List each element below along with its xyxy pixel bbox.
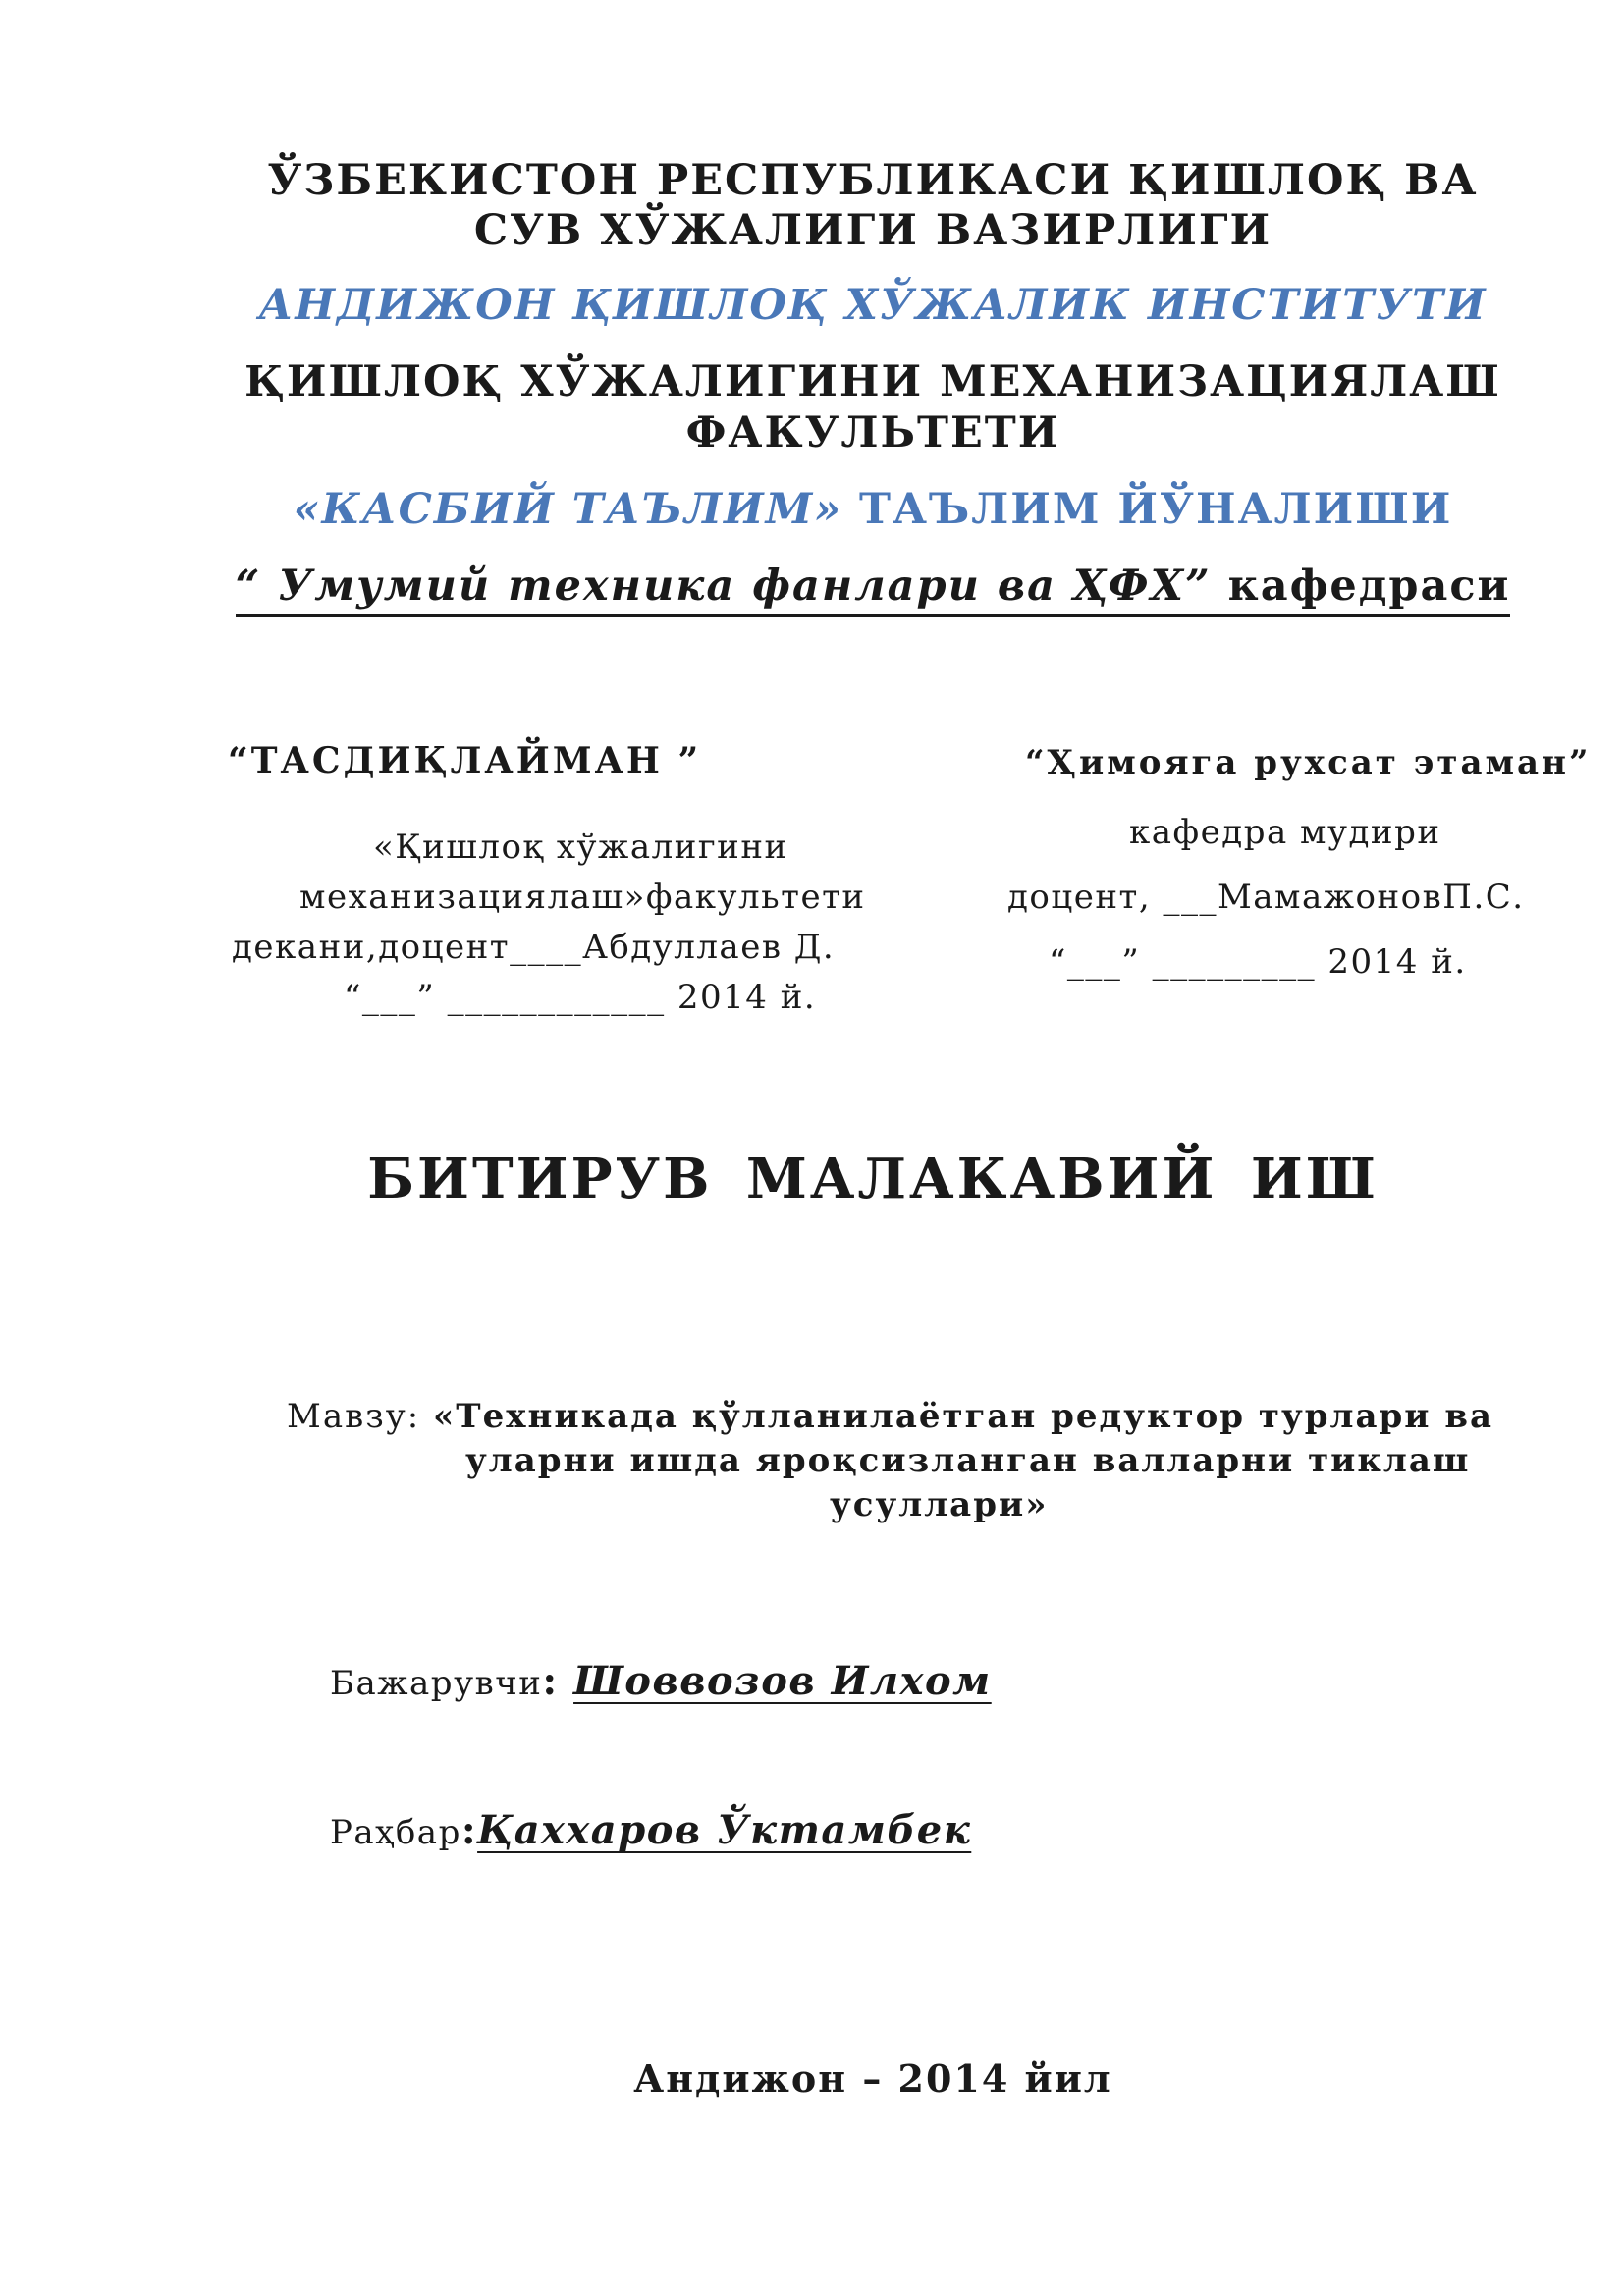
supervisor-label: Раҳбар bbox=[330, 1813, 461, 1852]
topic-text-1: «Техникада қўлланилаётган редуктор турлари ва bbox=[433, 1397, 1493, 1436]
faculty-line-2: ФАКУЛЬТЕТИ bbox=[685, 408, 1060, 457]
performer-line bbox=[330, 1658, 992, 1704]
approve-line-1: «Қишлоқ хўжалигини bbox=[373, 828, 788, 867]
work-title: БИТИРУВ МАЛАКАВИЙ ИШ bbox=[367, 1147, 1379, 1211]
footer-city-year: Андижон – 2014 йил bbox=[633, 2056, 1112, 2101]
performer-name: Шоввозов Илхом bbox=[573, 1658, 992, 1704]
defense-title: “Ҳимояга рухсат этаман” bbox=[1025, 743, 1592, 782]
supervisor-colon: : bbox=[460, 1807, 478, 1853]
ministry-line-1: ЎЗБЕКИСТОН РЕСПУБЛИКАСИ ҚИШЛОҚ ВА bbox=[267, 156, 1479, 205]
faculty-line-1: ҚИШЛОҚ ХЎЖАЛИГИНИ МЕХАНИЗАЦИЯЛАШ bbox=[244, 357, 1501, 406]
approve-line-2: механизациялаш»факультети bbox=[299, 878, 866, 917]
defense-line-1: кафедра мудири bbox=[1129, 813, 1441, 852]
defense-line-2: доцент, ___МамажоновП.С. bbox=[1007, 878, 1525, 917]
direction-italic: «КАСБИЙ ТАЪЛИМ» bbox=[293, 485, 843, 534]
direction-rest: ТАЪЛИМ ЙЎНАЛИШИ bbox=[842, 485, 1453, 534]
topic-line-3: усуллари» bbox=[830, 1485, 1049, 1524]
department-italic: “ Умумий техника фанлари ва ҲФХ” bbox=[235, 561, 1212, 611]
defense-line-3: “___” _________ 2014 й. bbox=[1049, 942, 1467, 982]
approve-title: “ТАСДИҚЛАЙМАН ” bbox=[228, 740, 702, 781]
topic-line-1 bbox=[287, 1397, 1493, 1436]
topic-label: Мавзу: bbox=[287, 1397, 434, 1436]
performer-colon: : bbox=[542, 1658, 574, 1704]
approve-line-3: декани,доцент____Абдуллаев Д. bbox=[232, 928, 836, 967]
institute-name: АНДИЖОН ҚИШЛОҚ ХЎЖАЛИК ИНСТИТУТИ bbox=[258, 281, 1488, 330]
performer-label: Бажарувчи bbox=[330, 1664, 543, 1703]
department-rest: кафедраси bbox=[1211, 561, 1511, 611]
topic-line-2: уларни ишда яроқсизланган валларни тиклаш bbox=[465, 1441, 1471, 1480]
department-line bbox=[0, 561, 1624, 611]
supervisor-name: Қаххаров Ўктамбек bbox=[477, 1807, 972, 1853]
supervisor-line bbox=[330, 1807, 972, 1853]
direction-line bbox=[0, 485, 1624, 534]
approve-line-4: “___” ____________ 2014 й. bbox=[344, 978, 817, 1017]
ministry-line-2: СУВ ХЎЖАЛИГИ ВАЗИРЛИГИ bbox=[473, 206, 1272, 255]
